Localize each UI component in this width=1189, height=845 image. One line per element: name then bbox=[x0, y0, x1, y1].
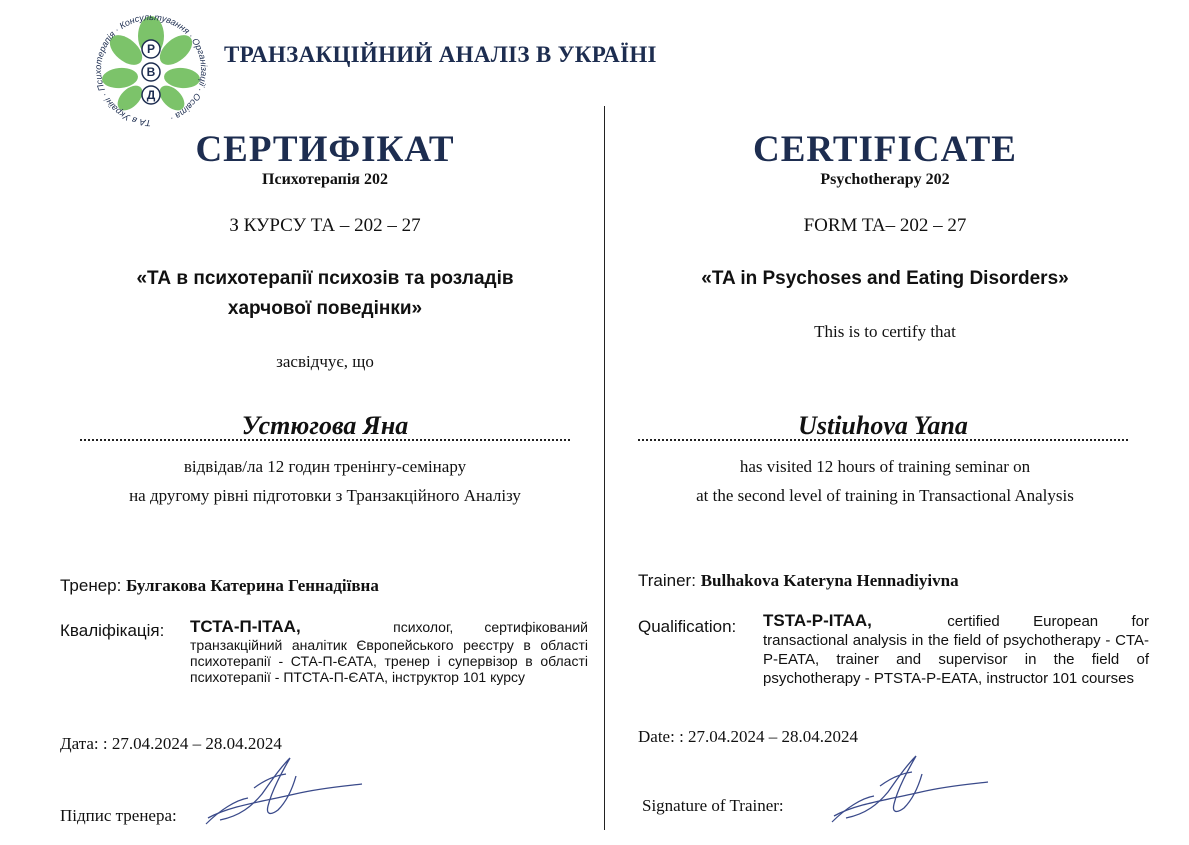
en-trainer-line bbox=[638, 571, 959, 591]
ua-attended-line-1: відвідав/ла 12 годин тренінгу-семінару bbox=[183, 457, 467, 476]
ua-date: Дата: : 27.04.2024 – 28.04.2024 bbox=[60, 734, 282, 753]
en-signature-label: Signature of Trainer: bbox=[642, 796, 784, 815]
en-name-dotted-line bbox=[638, 439, 1128, 441]
en-trainer-signature bbox=[826, 752, 996, 830]
ua-subtitle: Психотерапія 202 bbox=[262, 171, 388, 188]
ua-name-dotted-line bbox=[80, 439, 570, 441]
logo-letter-3: Д bbox=[146, 88, 156, 102]
ua-certificate-title: СЕРТИФІКАТ bbox=[195, 129, 455, 170]
en-subtitle: Psychotherapy 202 bbox=[820, 171, 950, 188]
ua-trainer-name: Булгакова Катерина Геннадіївна bbox=[126, 576, 379, 595]
en-trainer-name: Bulhakova Kateryna Hennadiyivna bbox=[700, 571, 959, 590]
en-course-name: «TA in Psychoses and Eating Disorders» bbox=[701, 268, 1069, 289]
en-qualification-block bbox=[763, 611, 1149, 688]
en-certificate-title: CERTIFICATE bbox=[753, 129, 1017, 170]
en-trainer-label: Trainer: bbox=[638, 571, 696, 590]
en-qualification-code: TSTA-P-ITAA, bbox=[763, 611, 872, 630]
ua-course-name-line-2: харчової поведінки» bbox=[227, 298, 423, 319]
ua-course-name-line-1: «ТА в психотерапії психозів та розладів bbox=[136, 268, 514, 289]
column-divider bbox=[604, 106, 605, 830]
organization-title: ТРАНЗАКЦІЙНИЙ АНАЛІЗ В УКРАЇНІ bbox=[224, 42, 657, 67]
en-qualification-first-line: certified European for bbox=[947, 613, 1149, 630]
ua-qualification-block bbox=[190, 617, 588, 685]
ua-qualification-first-line: психолог, сертифікований bbox=[393, 619, 588, 635]
ua-trainer-signature bbox=[200, 754, 370, 832]
ua-certifies-text: засвідчує, що bbox=[276, 352, 374, 371]
ua-person-name: Устюгова Яна bbox=[241, 411, 409, 440]
en-date: Date: : 27.04.2024 – 28.04.2024 bbox=[638, 727, 859, 746]
ua-course-name bbox=[60, 264, 590, 324]
ua-signature-label: Підпис тренера: bbox=[60, 806, 177, 825]
en-attended-line-1: has visited 12 hours of training seminar on bbox=[739, 457, 1031, 476]
en-attended-line-2: at the second level of training in Transactional Analysis bbox=[696, 486, 1074, 505]
en-person-name: Ustiuhova Yana bbox=[798, 411, 968, 440]
organization-logo bbox=[86, 12, 216, 134]
en-qualification-text: transactional analysis in the field of psychotherapy - CTA-P-EATA, trainer and supervisor in the field of psychotherapy - PTSTA-P-EATA, instructor 101 courses bbox=[763, 632, 1149, 687]
ua-qualification-text: транзакційний аналітик Європейського реєстру в області психотерапії - СТА-П-ЄАТА, тренер і супервізор в області психотерапії - ПТСТА-П-ЄАТА, інструктор 101 курсу bbox=[190, 637, 588, 685]
logo-ring-text: ТА в Україні · Психотерапія · Консультування · Організації · Освіта · bbox=[92, 12, 210, 129]
ua-qualification-code: ТСТА-П-ІТАА, bbox=[190, 617, 301, 636]
en-certifies-text: This is to certify that bbox=[814, 322, 956, 341]
logo-letter-1: Р bbox=[146, 42, 156, 56]
ua-attended-line-2: на другому рівні підготовки з Транзакційного Аналізу bbox=[129, 486, 521, 505]
logo-letter-2: В bbox=[146, 65, 156, 79]
en-course-line: FORM TA– 202 – 27 bbox=[803, 215, 967, 236]
en-qualification-label: Qualification: bbox=[638, 617, 737, 636]
ua-course-line: З КУРСУ ТА – 202 – 27 bbox=[229, 215, 421, 236]
ua-trainer-label: Тренер: bbox=[60, 576, 122, 595]
ua-qualification-label: Кваліфікація: bbox=[60, 621, 165, 640]
ua-trainer-line bbox=[60, 576, 379, 596]
